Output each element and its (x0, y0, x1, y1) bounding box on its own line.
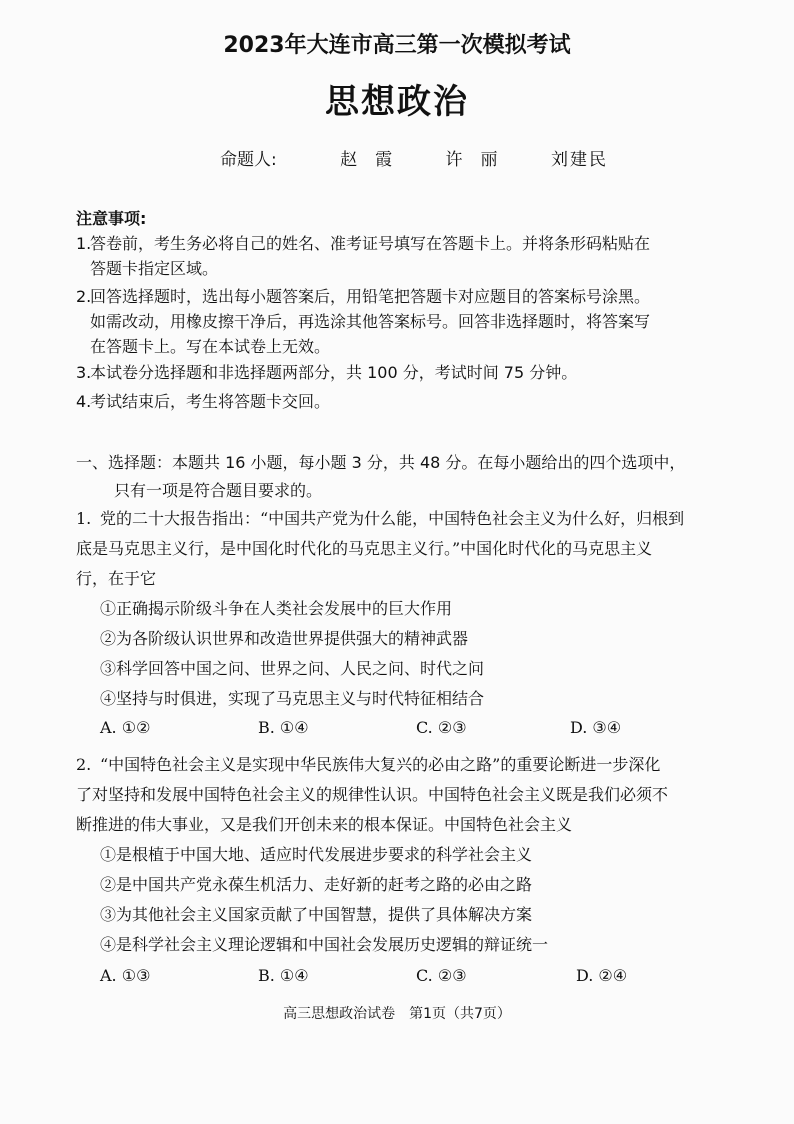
choice-a: A. ①③ (100, 966, 151, 985)
statement-option: ④坚持与时俱进，实现了马克思主义与时代特征相结合 (100, 689, 485, 708)
notice-item (76, 360, 736, 385)
choice-a: A. ①② (100, 718, 151, 737)
question-text: 断推进的伟大事业，又是我们开创未来的根本保证。中国特色社会主义 (76, 815, 573, 834)
question-text: 了对坚持和发展中国特色社会主义的规律性认识。中国特色社会主义既是我们必须不 (76, 785, 669, 804)
section-text: 只有一项是符合题目要求的。 (114, 481, 323, 500)
notice-item (76, 389, 736, 414)
notice-text: 本试卷分选择题和非选择题两部分，共 100 分，考试时间 75 分钟。 (90, 363, 578, 382)
question-number: 2. (76, 755, 92, 774)
question-text: 底是马克思主义行，是中国化时代化的马克思主义行。”中国化时代化的马克思主义 (76, 539, 653, 558)
statement-option: ④是科学社会主义理论逻辑和中国社会发展历史逻辑的辩证统一 (100, 935, 549, 954)
question-1 (76, 504, 746, 714)
notice-text: 回答选择题时，选出每小题答案后，用铅笔把答题卡对应题目的答案标号涂黑。 (90, 287, 651, 306)
choice-c: C. ②③ (416, 718, 467, 737)
question-number: 1. (76, 509, 92, 528)
choice-b: B. ①④ (258, 966, 309, 985)
notice-text: 答题卡指定区域。 (90, 259, 219, 278)
notice-item (76, 231, 736, 281)
author-name: 刘建民 (550, 150, 608, 170)
author-name: 许丽 (445, 150, 516, 170)
section-heading (76, 449, 746, 505)
exam-title: 2023年大连市高三第一次模拟考试 (223, 33, 571, 58)
notice-text: 在答题卡上。写在本试卷上无效。 (90, 337, 331, 356)
question-text: 党的二十大报告指出：“中国共产党为什么能，中国特色社会主义为什么好，归根到 (100, 509, 685, 528)
statement-option: ②为各阶级认识世界和改造世界提供强大的精神武器 (100, 629, 469, 648)
notice-number: 1. (76, 234, 92, 253)
page-footer: 高三思想政治试卷 第1页（共7页） (283, 1006, 511, 1022)
notice-text: 答卷前，考生务必将自己的姓名、准考证号填写在答题卡上。并将条形码粘贴在 (90, 234, 651, 253)
notice-number: 2. (76, 287, 92, 306)
statement-option: ③为其他社会主义国家贡献了中国智慧，提供了具体解决方案 (100, 905, 533, 924)
statement-option: ①是根植于中国大地、适应时代发展进步要求的科学社会主义 (100, 845, 533, 864)
subject-title: 思想政治 (325, 82, 469, 122)
section-text: 一、选择题：本题共 16 小题，每小题 3 分，共 48 分。在每小题给出的四个选项中， (76, 453, 686, 472)
statement-option: ③科学回答中国之问、世界之问、人民之问、时代之问 (100, 659, 485, 678)
author-name: 赵霞 (340, 150, 411, 170)
author-label: 命题人: (220, 150, 277, 170)
notice-text: 考试结束后，考生将答题卡交回。 (90, 392, 331, 411)
notice-number: 4. (76, 392, 92, 411)
notice-item (76, 284, 736, 359)
choice-d: D. ②④ (576, 966, 628, 985)
notice-text: 如需改动，用橡皮擦干净后，再选涂其他答案标号。回答非选择题时，将答案写 (90, 312, 651, 331)
notice-number: 3. (76, 363, 92, 382)
choice-b: B. ①④ (258, 718, 309, 737)
choice-d: D. ③④ (570, 718, 622, 737)
authors-line (220, 145, 638, 170)
statement-option: ①正确揭示阶级斗争在人类社会发展中的巨大作用 (100, 599, 453, 618)
choice-c: C. ②③ (416, 966, 467, 985)
question-text: 行，在于它 (76, 569, 157, 588)
statement-option: ②是中国共产党永葆生机活力、走好新的赶考之路的必由之路 (100, 875, 533, 894)
question-text: “中国特色社会主义是实现中华民族伟大复兴的必由之路”的重要论断进一步深化 (100, 755, 661, 774)
question-2 (76, 750, 746, 960)
notice-heading: 注意事项: (76, 209, 147, 228)
